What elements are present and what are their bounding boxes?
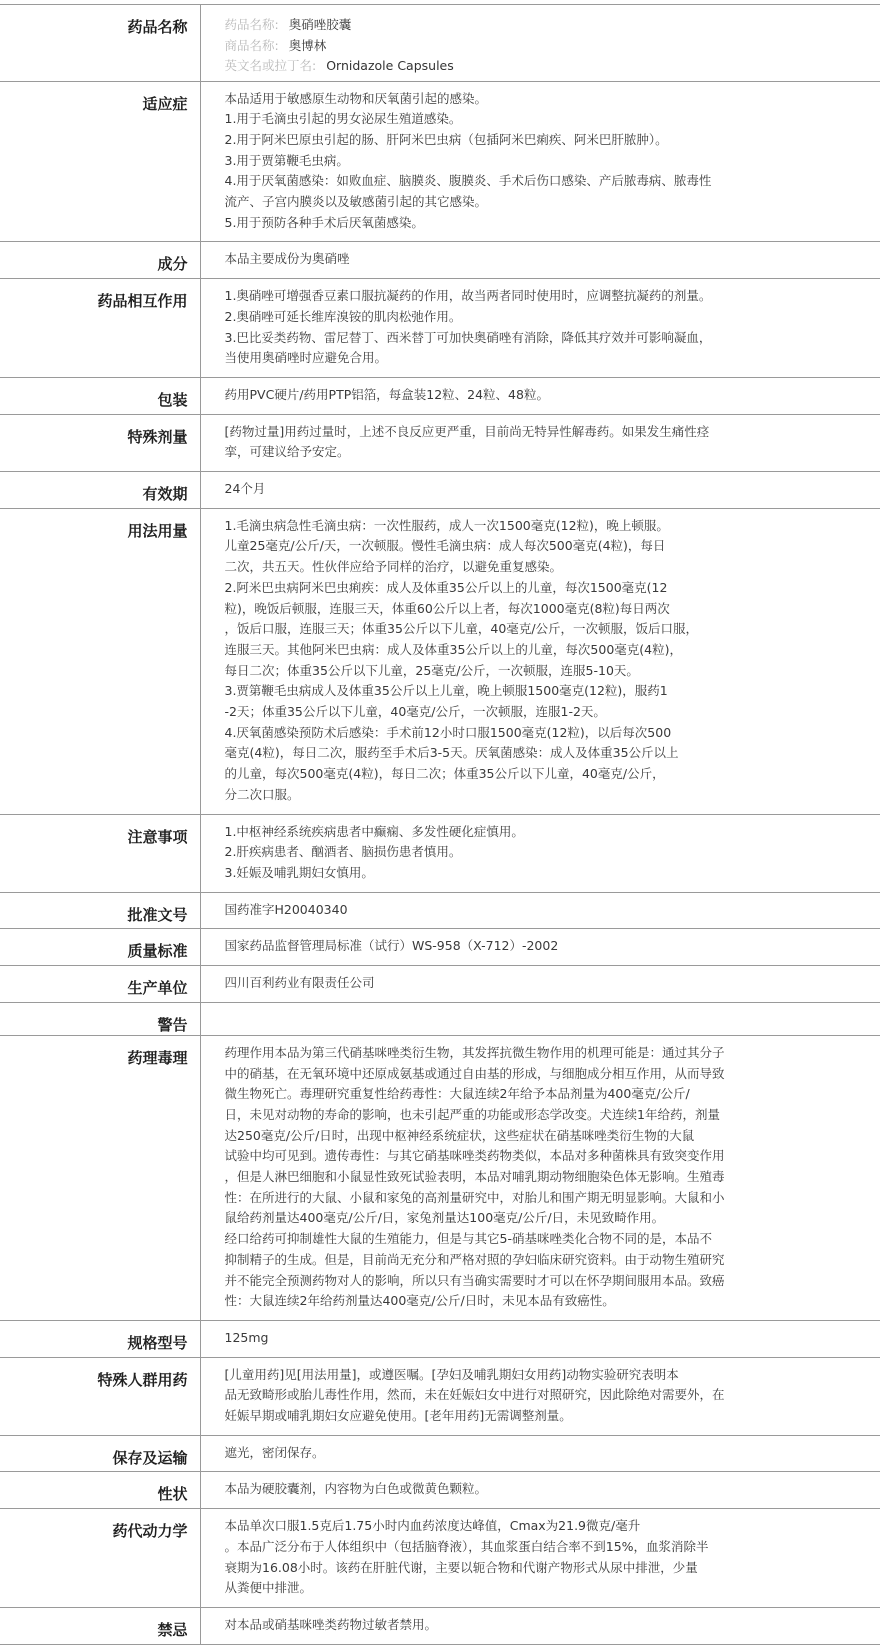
text-line: 达250毫克/公斤/日时，出现中枢神经系统症状，这些症状在硝基咪唑类衍生物的大鼠: [224, 1127, 695, 1143]
row-value: [200, 377, 880, 414]
text-line: 经口给药可抑制雄性大鼠的生殖能力，但是与其它5-硝基咪唑类化合物不同的是，本品不: [224, 1231, 712, 1247]
text-line: 流产、子宫内膜炎以及敏感菌引起的其它感染。: [224, 194, 488, 210]
text-line: 当使用奥硝唑时应避免合用。: [224, 350, 388, 366]
english-name-line: [225, 56, 785, 77]
text-line: 4.用于厌氧菌感染：如败血症、脑膜炎、腹膜炎、手术后伤口感染、产后脓毒病、脓毒性: [224, 173, 712, 189]
row-label: 成分: [0, 242, 200, 279]
text-line: 的儿童，每次500毫克(4粒)，每日二次；体重35公斤以下儿童，40毫克/公斤，: [224, 766, 665, 782]
text-line: 3.贾第鞭毛虫病成人及体重35公斤以上儿童，晚上顿服1500毫克(12粒)，服药1: [224, 683, 668, 699]
text-line: 1.用于毛滴虫引起的男女泌尿生殖道感染。: [224, 111, 462, 127]
trade-name-key: 商品名称:: [224, 37, 279, 53]
row-approval-number: [0, 892, 880, 929]
row-label: 禁忌: [0, 1607, 200, 1644]
row-indications: [0, 81, 880, 242]
text-line: 四川百利药业有限责任公司: [224, 975, 375, 991]
drug-name-cell: [200, 5, 880, 82]
row-label: 有效期: [0, 472, 200, 509]
text-line: 分二次口服。: [224, 786, 300, 802]
row-label: 用法用量: [0, 508, 200, 814]
text-line: [儿童用药]见[用法用量]，或遵医嘱。[孕妇及哺乳期妇女用药]动物实验研究表明本: [224, 1366, 679, 1382]
row-value: [200, 508, 880, 814]
text-line: 性：在所进行的大鼠、小鼠和家兔的高剂量研究中，对胎儿和围产期无明显影响。大鼠和小: [224, 1189, 725, 1205]
row-value: [200, 1435, 880, 1472]
text-line: 2.奥硝唑可延长维库溴铵的肌肉松弛作用。: [224, 308, 462, 324]
english-name-key: 英文名或拉丁名:: [224, 58, 317, 73]
text-line: 挛，可建议给予安定。: [224, 444, 350, 460]
text-line: 儿童25毫克/公斤/天，一次顿服。慢性毛滴虫病：成人每次500毫克(4粒)，每日: [224, 538, 666, 554]
row-appearance: [0, 1472, 880, 1509]
row-value: [200, 472, 880, 509]
row-label: 批准文号: [0, 892, 200, 929]
text-line: 中的硝基，在无氧环境中还原成氨基或通过自由基的形成，与细胞成分相互作用，从而导致: [224, 1065, 725, 1081]
text-line: 衰期为16.08小时。该药在肝脏代谢，主要以轭合物和代谢产物形式从尿中排泄，少量: [224, 1559, 698, 1575]
text-line: 4.厌氧菌感染预防术后感染：手术前12小时口服1500毫克(12粒)，以后每次500: [224, 724, 672, 740]
row-warning: [0, 1002, 880, 1035]
row-value: [200, 242, 880, 279]
row-label: 适应症: [0, 81, 200, 242]
text-line: 24个月: [224, 481, 266, 497]
row-value: [200, 966, 880, 1003]
text-line: 并不能完全预测药物对人的影响，所以只有当确实需要时才可以在怀孕期间服用本品。致癌: [224, 1272, 725, 1288]
row-packaging: [0, 377, 880, 414]
row-storage-transport: [0, 1435, 880, 1472]
row-value: [200, 81, 880, 242]
text-line: 5.用于预防各种手术后厌氧菌感染。: [224, 214, 424, 230]
row-value: [200, 414, 880, 471]
text-line: 国家药品监督管理局标准（试行）WS-958（X-712）-2002: [224, 938, 559, 954]
row-pharmacokinetics: [0, 1509, 880, 1608]
text-line: 药用PVC硬片/药用PTP铝箔，每盒装12粒、24粒、48粒。: [224, 386, 549, 402]
row-value: [200, 1607, 880, 1644]
text-line: [药物过量]用药过量时，上述不良反应更严重，目前尚无特异性解毒药。如果发生痛性痉: [224, 423, 710, 439]
text-line: 药理作用本品为第三代硝基咪唑类衍生物，其发挥抗微生物作用的机理可能是：通过其分子: [224, 1044, 725, 1060]
text-line: 对本品或硝基咪唑类药物过敏者禁用。: [224, 1616, 438, 1632]
row-label: 规格型号: [0, 1320, 200, 1357]
row-drug-name: [0, 5, 880, 82]
row-label: 药代动力学: [0, 1509, 200, 1608]
row-specification: [0, 1320, 880, 1357]
text-line: 3.巴比妥类药物、雷尼替丁、西米替丁可加快奥硝唑有消除，降低其疗效并可影响凝血，: [224, 329, 712, 345]
text-line: 本品为硬胶囊剂，内容物为白色或微黄色颗粒。: [224, 1481, 488, 1497]
text-line: 妊娠早期或哺乳期妇女应避免使用。[老年用药]无需调整剂量。: [224, 1408, 572, 1424]
row-label: 特殊人群用药: [0, 1357, 200, 1435]
text-line: 从粪便中排泄。: [224, 1580, 313, 1596]
row-contraindications: [0, 1607, 880, 1644]
text-line: ，饭后口服，连服三天；体重35公斤以下儿童，40毫克/公斤，一次顿服，饭后口服，: [224, 621, 699, 637]
row-manufacturer: [0, 966, 880, 1003]
text-line: 鼠给药剂量达400毫克/公斤/日，家兔剂量达100毫克/公斤/日，未见致畸作用。: [224, 1210, 665, 1226]
generic-name-line: [225, 15, 785, 36]
row-label: 生产单位: [0, 966, 200, 1003]
row-label: 保存及运输: [0, 1435, 200, 1472]
text-line: 本品单次口服1.5克后1.75小时内血药浓度达峰值，Cmax为21.9微克/毫升: [224, 1518, 641, 1534]
text-line: 微生物死亡。毒理研究重复性给药毒性：大鼠连续2年给予本品剂量为400毫克/公斤/: [224, 1086, 690, 1102]
row-value: [200, 1035, 880, 1320]
text-line: 二次，共五天。性伙伴应给予同样的治疗，以避免重复感染。: [224, 559, 563, 575]
text-line: 2.用于阿米巴原虫引起的肠、肝阿米巴虫病（包插阿米巴痢疾、阿米巴肝脓肿）。: [224, 131, 668, 147]
text-line: 3.妊娠及哺乳期妇女慎用。: [224, 865, 374, 880]
row-quality-standard: [0, 929, 880, 966]
text-line: -2天；体重35公斤以下儿童，40毫克/公斤，一次顿服，连服1-2天。: [224, 704, 606, 720]
text-line: 试验中均可见到。遗传毒性：与其它硝基咪唑类药物类似，本品对多种菌株具有致突变作用: [224, 1148, 725, 1164]
text-line: 品无致畸形或胎儿毒性作用，然而，未在妊娠妇女中进行对照研究，因此除绝对需要外，在: [224, 1387, 725, 1403]
text-line: 日，未见对动物的寿命的影响，也未引起严重的功能或形态学改变。犬连续1年给药，剂量: [224, 1106, 720, 1122]
text-line: 本品主要成份为奥硝唑: [224, 251, 350, 267]
text-line: 遮光，密闭保存。: [224, 1444, 325, 1460]
row-drug-interactions: [0, 279, 880, 378]
text-line: 粒)，晚饭后顿服，连服三天，体重60公斤以上者，每次1000毫克(8粒)每日两次: [224, 600, 670, 616]
row-value: [200, 892, 880, 929]
text-line: 1.中枢神经系统疾病患者中癫痫、多发性硬化症慎用。: [224, 823, 524, 839]
row-precautions: [0, 814, 880, 892]
row-label: 药品相互作用: [0, 279, 200, 378]
drug-spec-table: [0, 4, 880, 1645]
text-line: 125mg: [224, 1329, 269, 1345]
row-value: [200, 279, 880, 378]
generic-name-value: 奥硝唑胶囊: [288, 17, 352, 32]
text-line: 3.用于贾第鞭毛虫病。: [224, 152, 349, 168]
row-label: 性状: [0, 1472, 200, 1509]
text-line: 连服三天。其他阿米巴虫病：成人及体重35公斤以上的儿童，每次500毫克(4粒)，: [224, 641, 682, 657]
text-line: ，但是人淋巴细胞和小鼠显性致死试验表明，本品对哺乳期动物细胞染色体无影响。生殖毒: [224, 1169, 725, 1185]
text-line: 毫克(4粒)，每日二次，服药至手术后3-5天。厌氧菌感染：成人及体重35公斤以上: [224, 745, 679, 761]
row-value: [200, 1320, 880, 1357]
row-label: 质量标准: [0, 929, 200, 966]
text-line: 每日二次；体重35公斤以下儿童，25毫克/公斤，一次顿服，连服5-10天。: [224, 662, 639, 678]
text-line: 2.阿米巴虫病阿米巴虫痢疾：成人及体重35公斤以上的儿童，每次1500毫克(12: [224, 579, 668, 595]
row-value: [200, 1002, 880, 1035]
generic-name-key: 药品名称:: [224, 17, 279, 32]
text-line: 2.肝疾病患者、酗酒者、脑损伤患者慎用。: [224, 844, 462, 860]
row-value: [200, 1357, 880, 1435]
text-line: 本品适用于敏感原生动物和厌氧菌引起的感染。: [224, 90, 488, 106]
text-line: 1.毛滴虫病急性毛滴虫病：一次性服药，成人一次1500毫克(12粒)，晚上顿服。: [224, 517, 669, 533]
row-label: 药品名称: [0, 5, 200, 82]
row-label: 特殊剂量: [0, 414, 200, 471]
text-line: 国药准字H20040340: [224, 901, 348, 917]
text-line: 抑制精子的生成。但是，目前尚无充分和严格对照的孕妇临床研究资料。由于动物生殖研究: [224, 1251, 725, 1267]
row-label: 注意事项: [0, 814, 200, 892]
row-dosage-usage: [0, 508, 880, 814]
english-name-value: Ornidazole Capsules: [326, 58, 454, 73]
row-label: 包装: [0, 377, 200, 414]
row-shelf-life: [0, 472, 880, 509]
row-label: 药理毒理: [0, 1035, 200, 1320]
row-value: [200, 1472, 880, 1509]
row-value: [200, 814, 880, 892]
row-value: [200, 929, 880, 966]
text-line: 1.奥硝唑可增强香豆素口服抗凝药的作用，故当两者同时使用时，应调整抗凝药的剂量。: [224, 288, 712, 304]
row-special-populations: [0, 1357, 880, 1435]
row-value: [200, 1509, 880, 1608]
row-label: 警告: [0, 1002, 200, 1035]
trade-name-value: 奥博林: [288, 37, 327, 53]
row-special-dosage: [0, 414, 880, 471]
row-pharmacology-toxicology: [0, 1035, 880, 1320]
trade-name-line: [225, 36, 785, 57]
text-line: 。本品广泛分布于人体组织中（包括脑脊液），其血浆蛋白结合率不到15%，血浆消除半: [224, 1538, 709, 1554]
row-ingredients: [0, 242, 880, 279]
text-line: 性：大鼠连续2年给药剂量达400毫克/公斤/日时，未见本品有致癌性。: [224, 1293, 615, 1309]
